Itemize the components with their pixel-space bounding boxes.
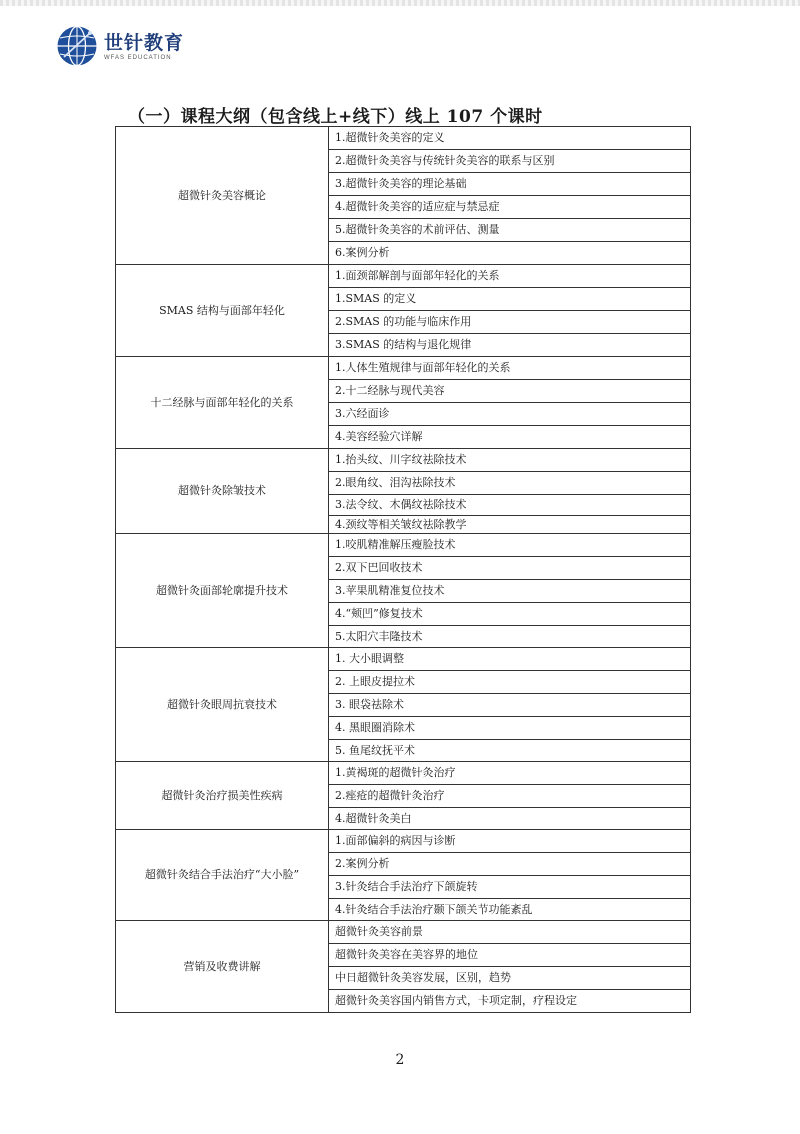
section-item: 2.痤疮的超微针灸治疗 [329, 785, 691, 808]
section-item: 2.超微针灸美容与传统针灸美容的联系与区别 [329, 150, 691, 173]
logo-name: 世针教育 [104, 31, 185, 54]
section-item: 6.案例分析 [329, 242, 691, 265]
section-item: 3. 眼袋祛除术 [329, 694, 691, 717]
section-item: 1.超微针灸美容的定义 [329, 127, 691, 150]
section-topic: 超微针灸眼周抗衰技术 [116, 648, 329, 762]
section-item: 3.针灸结合手法治疗下颌旋转 [329, 876, 691, 899]
table-row [116, 921, 691, 944]
section-item: 4.“颊凹”修复技术 [329, 603, 691, 626]
section-item: 1.SMAS 的定义 [329, 288, 691, 311]
table-row [116, 648, 691, 671]
section-item: 超微针灸美容国内销售方式，卡项定制，疗程设定 [329, 990, 691, 1013]
section-topic: SMAS 结构与面部年轻化 [116, 265, 329, 357]
table-row [116, 127, 691, 150]
scan-edge [0, 0, 800, 6]
table-row [116, 449, 691, 472]
section-item: 3.六经面诊 [329, 403, 691, 426]
section-item: 2. 上眼皮提拉术 [329, 671, 691, 694]
section-item: 4.超微针灸美容的适应症与禁忌症 [329, 196, 691, 219]
section-item: 超微针灸美容在美容界的地位 [329, 944, 691, 967]
section-item: 4.针灸结合手法治疗颞下颌关节功能紊乱 [329, 899, 691, 921]
section-topic: 超微针灸结合手法治疗“大小脸” [116, 830, 329, 921]
section-item: 4. 黑眼圈消除术 [329, 717, 691, 740]
logo [56, 22, 184, 70]
course-outline-table [115, 126, 691, 1013]
section-topic: 超微针灸除皱技术 [116, 449, 329, 534]
section-item: 2.双下巴回收技术 [329, 557, 691, 580]
section-item: 3.SMAS 的结构与退化规律 [329, 334, 691, 357]
section-item: 5. 鱼尾纹抚平术 [329, 740, 691, 762]
section-item: 5.超微针灸美容的术前评估、测量 [329, 219, 691, 242]
section-topic: 营销及收费讲解 [116, 921, 329, 1013]
table-row [116, 265, 691, 288]
page-number: 2 [395, 1052, 405, 1068]
section-item: 1.人体生殖规律与面部年轻化的关系 [329, 357, 691, 380]
section-item: 1.面颈部解剖与面部年轻化的关系 [329, 265, 691, 288]
section-item: 4.颈纹等相关皱纹祛除教学 [329, 516, 691, 534]
section-item: 1.黄褐斑的超微针灸治疗 [329, 762, 691, 785]
section-item: 3.苹果肌精准复位技术 [329, 580, 691, 603]
table-row [116, 357, 691, 380]
section-item: 1.咬肌精准解压瘦脸技术 [329, 534, 691, 557]
section-topic: 超微针灸面部轮廓提升技术 [116, 534, 329, 648]
section-item: 2.SMAS 的功能与临床作用 [329, 311, 691, 334]
section-item: 3.法令纹、木偶纹祛除技术 [329, 495, 691, 516]
section-item: 中日超微针灸美容发展，区别，趋势 [329, 967, 691, 990]
section-item: 5.太阳穴丰隆技术 [329, 626, 691, 648]
section-heading: （一）课程大纲（包含线上+线下）线上 107 个课时 [128, 107, 543, 127]
globe-logo-icon [56, 25, 98, 67]
table-row [116, 830, 691, 853]
section-item: 4.美容经验穴详解 [329, 426, 691, 449]
section-item: 4.超微针灸美白 [329, 808, 691, 830]
section-item: 超微针灸美容前景 [329, 921, 691, 944]
section-item: 2.眼角纹、泪沟祛除技术 [329, 472, 691, 495]
section-topic: 超微针灸美容概论 [116, 127, 329, 265]
section-item: 3.超微针灸美容的理论基础 [329, 173, 691, 196]
section-item: 1.抬头纹、川字纹祛除技术 [329, 449, 691, 472]
logo-text [104, 32, 184, 61]
table-row [116, 534, 691, 557]
section-topic: 超微针灸治疗损美性疾病 [116, 762, 329, 830]
section-item: 1.面部偏斜的病因与诊断 [329, 830, 691, 853]
section-item: 1. 大小眼调整 [329, 648, 691, 671]
table-row [116, 762, 691, 785]
logo-subtitle: WFAS EDUCATION [104, 54, 172, 61]
section-item: 2.案例分析 [329, 853, 691, 876]
section-topic: 十二经脉与面部年轻化的关系 [116, 357, 329, 449]
section-item: 2.十二经脉与现代美容 [329, 380, 691, 403]
